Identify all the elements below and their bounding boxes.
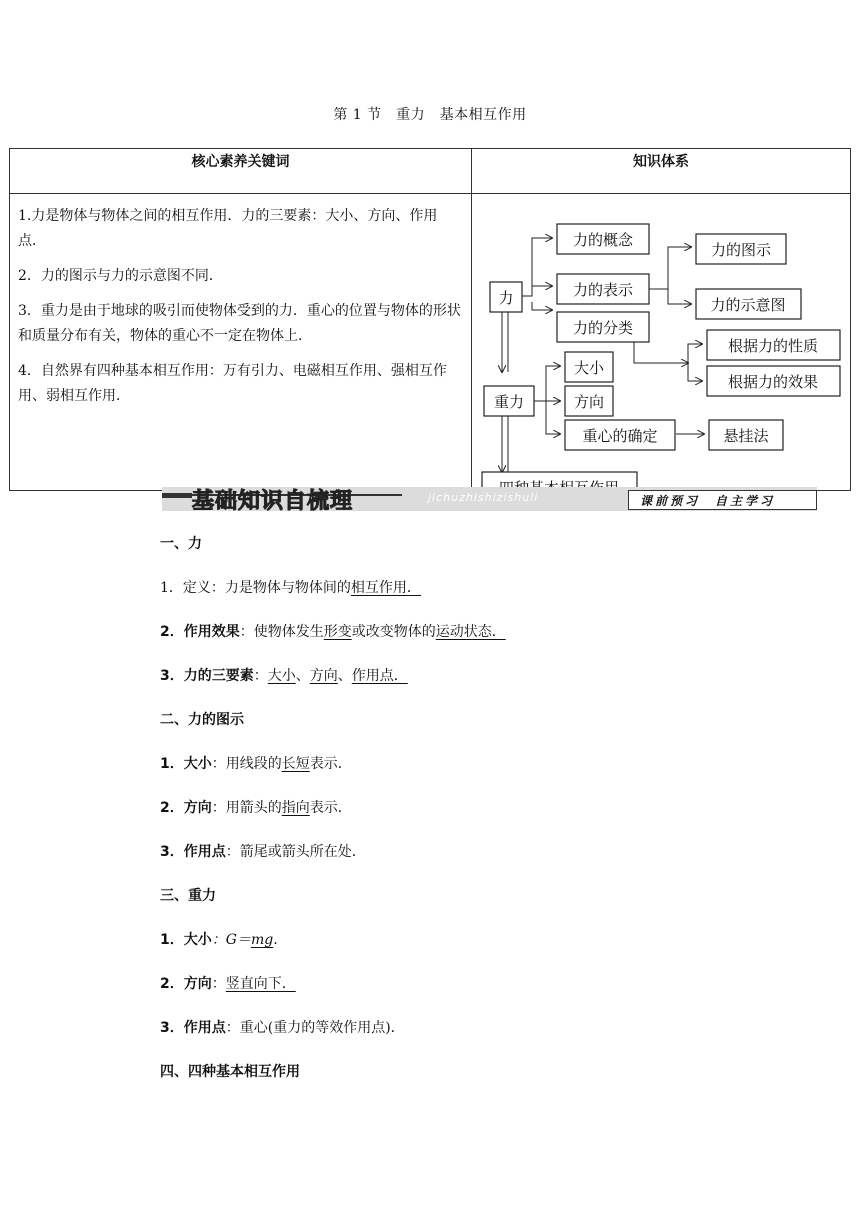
answer-blank: mg — [250, 932, 274, 948]
label-suspension: 悬挂法 — [723, 427, 769, 445]
item-three-elements: 3．力的三要素：大小、方向、作用点． — [160, 668, 408, 684]
label-sketch: 力的示意图 — [710, 296, 786, 314]
answer-blank: 大小 — [267, 668, 296, 684]
section-heading-gravity: 三、重力 — [160, 888, 216, 904]
label-concept: 力的概念 — [572, 231, 634, 249]
answer-blank: 相互作用． — [350, 580, 421, 596]
label-magnitude: 大小 — [573, 359, 605, 377]
page-title: 第 1 节 重力 基本相互作用 — [333, 107, 527, 123]
label-representation: 力的表示 — [572, 281, 634, 299]
item-gravity-direction: 2．方向：竖直向下． — [160, 976, 296, 992]
banner-title: 基础知识自梳理 — [192, 489, 354, 514]
item-effect: 2．作用效果：使物体发生形变或改变物体的运动状态． — [160, 624, 506, 640]
item-graphic-direction: 2．方向：用箭头的指向表示． — [160, 800, 352, 816]
answer-blank: 作用点． — [351, 668, 408, 684]
item-graphic-point: 3．作用点：箭尾或箭头所在处． — [160, 844, 366, 860]
label-by-effect: 根据力的效果 — [727, 373, 819, 391]
keyword-item-1: 1.力是物体与物体之间的相互作用．力的三要素：大小、方向、作用点． — [18, 208, 438, 249]
section-banner — [162, 487, 817, 514]
item-gravity-point: 3．作用点：重心(重力的等效作用点)． — [160, 1020, 405, 1036]
key-terms-table — [9, 148, 851, 491]
label-by-nature: 根据力的性质 — [727, 337, 819, 355]
label-center: 重心的确定 — [582, 427, 658, 445]
keyword-item-3: 3．重力是由于地球的吸引而使物体受到的力．重心的位置与物体的形状和质量分布有关，物体的重心不一定在物体上． — [18, 303, 461, 344]
section-heading-force: 一、力 — [160, 536, 202, 552]
keyword-item-2: 2．力的图示与力的示意图不同． — [18, 268, 223, 284]
label-gravity: 重力 — [493, 393, 525, 411]
label-graphic: 力的图示 — [710, 241, 772, 259]
core-keywords-cell — [10, 194, 472, 491]
item-graphic-magnitude: 1．大小：用线段的长短表示． — [160, 756, 352, 772]
label-force: 力 — [498, 289, 514, 307]
label-direction: 方向 — [573, 393, 605, 411]
knowledge-diagram — [472, 194, 852, 480]
banner-right-label: 课前预习 自主学习 — [640, 494, 776, 508]
answer-blank: 方向 — [309, 668, 338, 684]
table-header-left: 核心素养关键词 — [10, 149, 472, 194]
knowledge-system-cell — [472, 194, 851, 491]
answer-blank: 指向 — [281, 800, 310, 816]
item-definition: 1．定义：力是物体与物体间的相互作用． — [160, 580, 421, 596]
knowledge-content — [160, 532, 760, 1104]
section-heading-graphic: 二、力的图示 — [160, 712, 244, 728]
answer-blank: 形变 — [323, 624, 352, 640]
answer-blank: 运动状态． — [435, 624, 506, 640]
banner-pinyin: jichuzhishizishuli — [428, 491, 539, 504]
table-header-right: 知识体系 — [472, 149, 851, 194]
item-gravity-magnitude: 1．大小：G＝mg. — [160, 932, 278, 948]
keyword-item-4: 4．自然界有四种基本相互作用：万有引力、电磁相互作用、强相互作用、弱相互作用． — [18, 363, 447, 404]
answer-blank: 竖直向下． — [225, 976, 296, 992]
section-heading-interactions: 四、四种基本相互作用 — [160, 1064, 300, 1080]
answer-blank: 长短 — [281, 756, 310, 772]
label-classification: 力的分类 — [572, 319, 634, 337]
